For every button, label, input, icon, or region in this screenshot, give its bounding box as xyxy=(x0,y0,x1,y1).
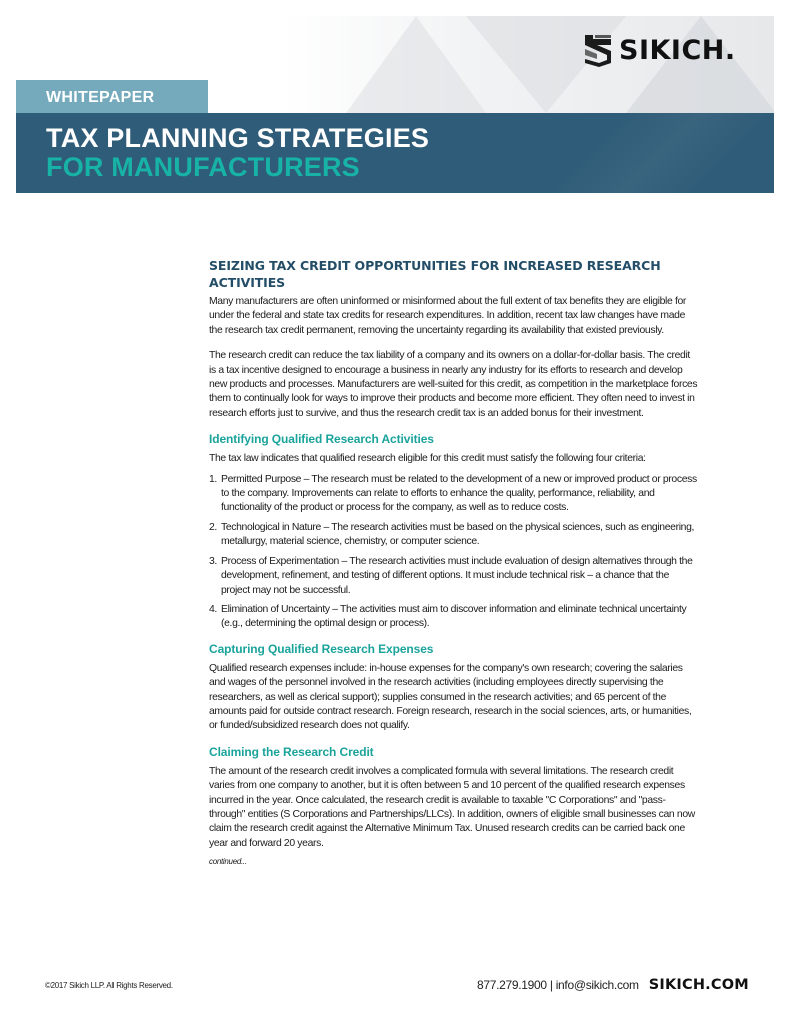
criteria-number: 1. xyxy=(209,473,217,485)
criteria-item xyxy=(209,603,699,632)
section-heading-capturing: Capturing Qualified Research Expenses xyxy=(209,641,434,656)
section-paragraph: The tax law indicates that qualified research eligible for this credit must satisfy the following four criteria: xyxy=(209,453,646,465)
footer-contact-block xyxy=(477,977,749,993)
section-heading-claiming: Claiming the Research Credit xyxy=(209,744,374,759)
continued-note: continued... xyxy=(209,857,247,867)
brand-name: SIKICH. xyxy=(619,34,736,66)
page-title: TAX PLANNING STRATEGIES xyxy=(46,123,430,153)
criteria-item xyxy=(209,555,699,598)
section-heading-identifying: Identifying Qualified Research Activities xyxy=(209,432,434,447)
band-shade xyxy=(474,113,774,193)
criteria-text: Technological in Nature – The research activities must be based on the physical sciences, such as engineering, metallurgy, material science, chemistry, or computer science. xyxy=(221,521,695,548)
page-subtitle: FOR MANUFACTURERS xyxy=(46,152,360,182)
decorative-facet xyxy=(346,16,486,113)
criteria-text: Elimination of Uncertainty – The activities must aim to discover information and eliminate technical uncertainty (e.g., determining the optimal design or process). xyxy=(221,603,687,630)
criteria-list xyxy=(209,473,699,632)
criteria-number: 2. xyxy=(209,521,217,533)
article-heading: SEIZING TAX CREDIT OPPORTUNITIES FOR INCREASED RESEARCH ACTIVITIES xyxy=(209,258,661,290)
article-body xyxy=(209,257,699,866)
intro-paragraph: Many manufacturers are often uninformed or misinformed about the full extent of tax benefits they are eligible for under the federal and state tax credits for research expenditures. In addition, recent tax law changes have made the research tax credit permanent, removing the uncertainty regarding its availability that existed previously. xyxy=(209,296,687,336)
criteria-item xyxy=(209,521,699,550)
criteria-item xyxy=(209,473,699,516)
section-paragraph: Qualified research expenses include: in-house expenses for the company's own research; covering the salaries and wages of the personnel involved in the research activities (including employees directly supervising the researchers, as well as clerical support); supplies consumed in the research activities; and 65 percent of the amounts paid for outside contract research. Foreign research, research in the social sciences, arts, or humanities, or funded/subsidized research does not qualify. xyxy=(209,662,692,732)
intro-paragraph: The research credit can reduce the tax liability of a company and its owners on a dollar-for-dollar basis. The credit is a tax incentive designed to encourage a business in nearly any industry for its efforts to research and develop new products and processes. Manufacturers are well-suited for this credit, as competition in the marketplace forces them to continually look for ways to improve their products and become more efficient. They often need to invest in research efforts just to survive, and thus the research credit tax is an added bonus for their investment. xyxy=(209,350,698,419)
contact-info[interactable]: 877.279.1900 | info@sikich.com xyxy=(477,978,639,992)
section-paragraph: The amount of the research credit involves a complicated formula with several limitations. The research credit varies from one company to another, but it is often between 5 and 10 percent of the qualified research expenses incurred in the year. Once calculated, the research credit is available to taxable "C Corporations" and "pass-through" entities (S Corporations and Partnerships/LLCs). In addition, owners of eligible small businesses can now claim the research credit against the Alternative Minimum Tax. Unused research credits can be carried back one year and forward 20 years. xyxy=(209,765,695,849)
sikich-logo xyxy=(583,33,736,67)
document-type-tab xyxy=(16,80,208,113)
website-link[interactable]: SIKICH.COM xyxy=(648,977,749,993)
title-band xyxy=(16,113,774,193)
criteria-number: 4. xyxy=(209,603,217,615)
copyright-text: ©2017 Sikich LLP. All Rights Reserved. xyxy=(45,981,173,990)
sikich-shield-logo-icon xyxy=(583,33,613,67)
criteria-text: Process of Experimentation – The research activities must include evaluation of design alternatives through the development, refinement, and testing of different options. It must include technical risk – a chance that the project may not be successful. xyxy=(221,555,693,596)
document-type-label: WHITEPAPER xyxy=(46,89,155,106)
criteria-text: Permitted Purpose – The research must be related to the development of a new or improved product or process to the company. Improvements can relate to efforts to enhance the quality, performance, reliability, and functionality of the product or process for the company, as well as to reduce costs. xyxy=(221,473,697,514)
criteria-number: 3. xyxy=(209,555,217,567)
